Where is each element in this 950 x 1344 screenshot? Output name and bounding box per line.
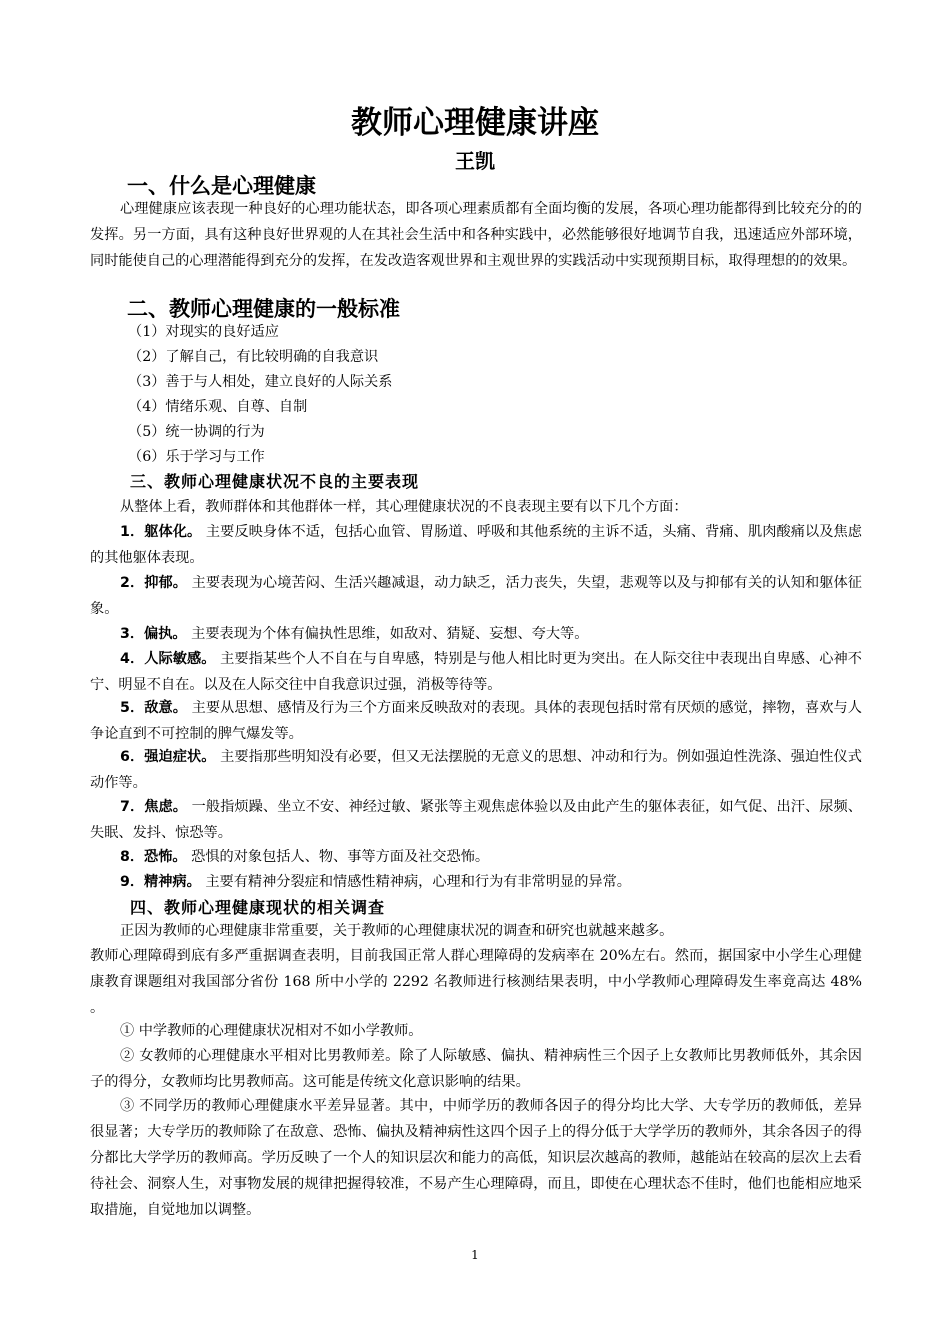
symptom-text: 主要从思想、感情及行为三个方面来反映敌对的表现。具体的表现包括时常有厌烦的感觉，摔物，喜欢与人争论直到不可控制的脾气爆发等。 xyxy=(90,700,862,742)
symptom-term: 9．精神病。 xyxy=(120,874,201,890)
section3-intro: 从整体上看，教师群体和其他群体一样，其心理健康状况的不良表现主要有以下几个方面： xyxy=(120,499,688,515)
symptom-term: 4．人际敏感。 xyxy=(120,651,216,667)
symptom-term: 8．恐怖。 xyxy=(120,849,187,865)
symptom-item xyxy=(90,519,862,571)
symptom-text: 恐惧的对象包括人、物、事等方面及社交恐怖。 xyxy=(191,849,490,865)
symptom-term: 2．抑郁。 xyxy=(120,575,188,591)
symptom-text: 主要表现为心境苦闷、生活兴趣减退，动力缺乏，活力丧失，失望，悲观等以及与抑郁有关的认知和躯体征象。 xyxy=(90,575,862,617)
survey-finding: ② 女教师的心理健康水平相对比男教师差。除了人际敏感、偏执、精神病性三个因子上女教师比男教师低外，其余因子的得分，女教师均比男教师高。这可能是传统文化意识影响的结果。 xyxy=(90,1048,862,1090)
list-item: （5）统一协调的行为 xyxy=(128,424,265,440)
survey-finding: ③ 不同学历的教师心理健康水平差异显著。其中，中师学历的教师各因子的得分均比大学、大专学历的教师低，差异很显著；大专学历的教师除了在敌意、恐怖、偏执及精神病性这四个因子上的得分低于大学学历的教师外，其余各因子的得分都比大学学历的教师高。学历反映了一个人的知识层次和能力的高低，知识层次越高的教师，越能站在较高的层次上去看待社会、洞察人生，对事物发展的规律把握得较准，不易产生心理障碍，而且，即使在心理状态不佳时，他们也能相应地采取措施，自觉地加以调整。 xyxy=(90,1098,862,1218)
symptom-item xyxy=(90,844,862,870)
list-item: （4）情绪乐观、自尊、自制 xyxy=(128,399,308,415)
symptom-text: 主要有精神分裂症和情感性精神病，心理和行为有非常明显的异常。 xyxy=(205,874,631,890)
symptom-item xyxy=(90,869,862,895)
symptom-term: 5．敌意。 xyxy=(120,700,188,716)
symptom-term: 7．焦虑。 xyxy=(120,799,188,815)
symptom-text: 主要指那些明知没有必要，但又无法摆脱的无意义的思想、冲动和行为。例如强迫性洗涤、强迫性仪式动作等。 xyxy=(90,749,862,791)
symptom-text: 主要反映身体不适，包括心血管、胃肠道、呼吸和其他系统的主诉不适，头痛、背痛、肌肉酸痛以及焦虑的其他躯体表现。 xyxy=(90,524,862,566)
symptom-term: 3．偏执。 xyxy=(120,626,187,642)
symptom-term: 6．强迫症状。 xyxy=(120,749,216,765)
page-number: 1 xyxy=(471,1248,479,1262)
survey-finding: ① 中学教师的心理健康状况相对不如小学教师。 xyxy=(120,1023,423,1039)
symptom-item xyxy=(90,646,862,698)
list-item: （1）对现实的良好适应 xyxy=(128,324,279,340)
section3-heading: 三、教师心理健康状况不良的主要表现 xyxy=(130,472,420,491)
symptom-text: 主要表现为个体有偏执性思维，如敌对、猜疑、妄想、夸大等。 xyxy=(191,626,589,642)
symptom-text: 主要指某些个人不自在与自卑感，特别是与他人相比时更为突出。在人际交往中表现出自卑感、心神不宁、明显不自在。以及在人际交往中自我意识过强，消极等待等。 xyxy=(90,651,862,693)
list-item: （6）乐于学习与工作 xyxy=(128,449,265,465)
symptom-item xyxy=(90,621,862,647)
section4-intro: 正因为教师的心理健康非常重要，关于教师的心理健康状况的调查和研究也就越来越多。 xyxy=(120,923,674,939)
symptom-term: 1．躯体化。 xyxy=(120,524,202,540)
symptom-text: 一般指烦躁、坐立不安、神经过敏、紧张等主观焦虑体验以及由此产生的躯体表征，如气促、出汗、尿频、失眠、发抖、惊恐等。 xyxy=(90,799,862,841)
section1-heading: 一、什么是心理健康 xyxy=(127,174,316,198)
section2-heading: 二、教师心理健康的一般标准 xyxy=(127,297,400,321)
section4-survey: 教师心理障碍到底有多严重据调查表明，目前我国正常人群心理障碍的发病率在 20%左右。然而，据国家中小学生心理健康教育课题组对我国部分省份 168 所中小学的 2292 名教师进行核测结果表明，中小学教师心理障碍发生率竟高达 48% 。 xyxy=(90,948,862,1016)
symptom-item xyxy=(90,695,862,747)
symptom-item xyxy=(90,570,862,622)
list-item: （3）善于与人相处，建立良好的人际关系 xyxy=(128,374,393,390)
symptom-item xyxy=(90,744,862,796)
page-title: 教师心理健康讲座 xyxy=(351,105,599,141)
symptom-item xyxy=(90,794,862,846)
section4-heading: 四、教师心理健康现状的相关调查 xyxy=(130,898,386,917)
author-name: 王凯 xyxy=(455,149,495,173)
section1-body: 心理健康应该表现一种良好的心理功能状态，即各项心理素质都有全面均衡的发展，各项心理功能都得到比较充分的的发挥。另一方面，具有这种良好世界观的人在其社会生活中和各种实践中，必然能够很好地调节自我，迅速适应外部环境，同时能使自己的心理潜能得到充分的发挥，在发改造客观世界和主观世界的实践活动中实现预期目标，取得理想的的效果。 xyxy=(90,201,862,269)
list-item: （2）了解自己，有比较明确的自我意识 xyxy=(128,349,379,365)
